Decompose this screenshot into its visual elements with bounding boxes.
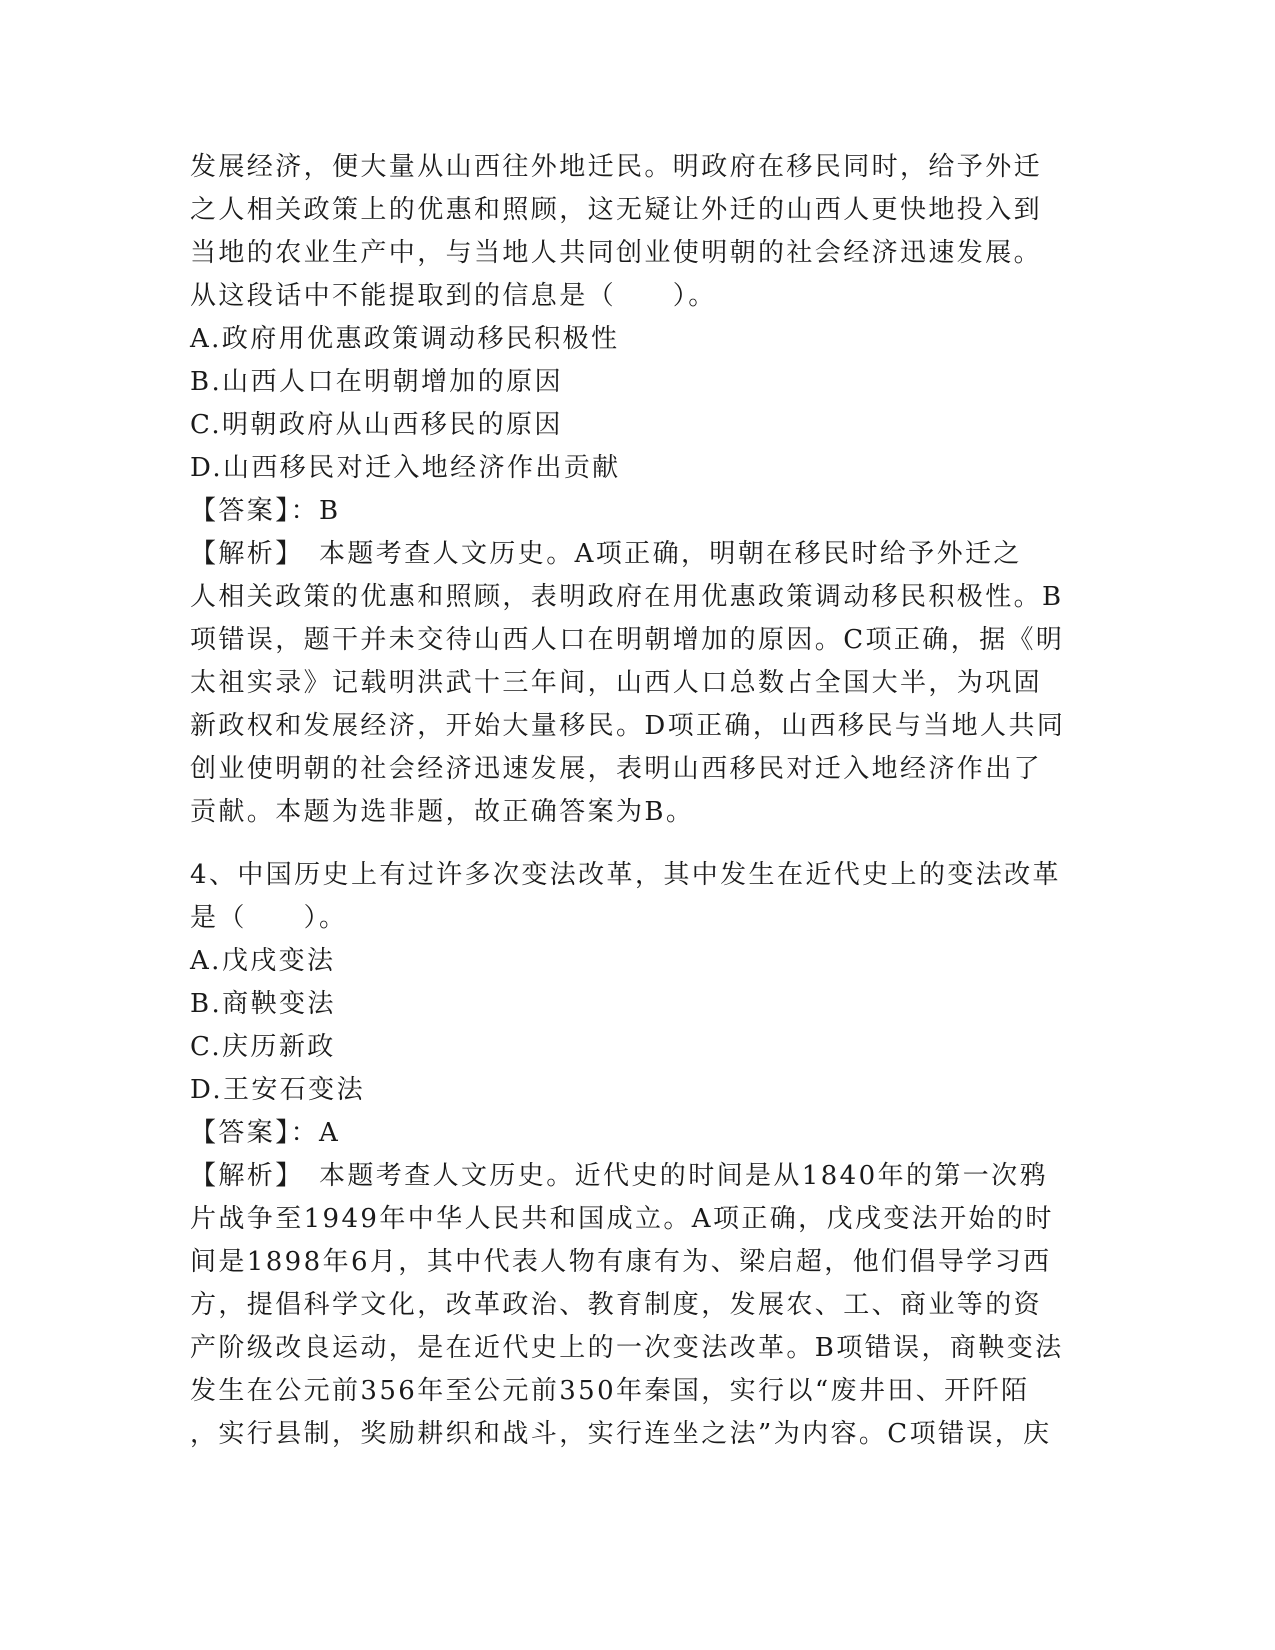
question-3-stem bbox=[190, 146, 1085, 318]
analysis-line: 方，提倡科学文化，改革政治、教育制度，发展农、工、商业等的资 bbox=[190, 1290, 1043, 1320]
question-3-options bbox=[190, 318, 1085, 490]
analysis-line: 太祖实录》记载明洪武十三年间，山西人口总数占全国大半，为巩固 bbox=[190, 668, 1043, 698]
question-3-analysis bbox=[190, 533, 1085, 834]
option-c: C.庆历新政 bbox=[190, 1032, 336, 1062]
analysis-line: 贡献。本题为选非题，故正确答案为B。 bbox=[190, 797, 695, 827]
text-line: 发展经济，便大量从山西往外地迁民。明政府在移民同时，给予外迁 bbox=[190, 152, 1043, 182]
question-4-options bbox=[190, 940, 1085, 1112]
question-3-answer: 【答案】：B bbox=[190, 496, 341, 526]
analysis-line: 发生在公元前356年至公元前350年秦国，实行以“废井田、开阡陌 bbox=[190, 1376, 1030, 1406]
option-d: D.山西移民对迁入地经济作出贡献 bbox=[190, 453, 621, 483]
question-prompt: 从这段话中不能提取到的信息是（ ）。 bbox=[190, 281, 717, 311]
question-4-analysis bbox=[190, 1155, 1085, 1456]
analysis-line: 项错误，题干并未交待山西人口在明朝增加的原因。C项正确，据《明 bbox=[190, 625, 1065, 655]
option-b: B.山西人口在明朝增加的原因 bbox=[190, 367, 563, 397]
analysis-line: 新政权和发展经济，开始大量移民。D项正确，山西移民与当地人共同 bbox=[190, 711, 1066, 741]
section-gap bbox=[190, 834, 1085, 854]
option-d: D.王安石变法 bbox=[190, 1075, 365, 1105]
analysis-line: 人相关政策的优惠和照顾，表明政府在用优惠政策调动移民积极性。B bbox=[190, 582, 1064, 612]
question-4-answer: 【答案】：A bbox=[190, 1118, 341, 1148]
option-c: C.明朝政府从山西移民的原因 bbox=[190, 410, 563, 440]
analysis-line: 【解析】 本题考查人文历史。近代史的时间是从1840年的第一次鸦 bbox=[190, 1161, 1048, 1191]
option-a: A.政府用优惠政策调动移民积极性 bbox=[190, 324, 620, 354]
analysis-line: 【解析】 本题考查人文历史。A项正确，明朝在移民时给予外迁之 bbox=[190, 539, 1022, 569]
text-line: 之人相关政策上的优惠和照顾，这无疑让外迁的山西人更快地投入到 bbox=[190, 195, 1043, 225]
option-b: B.商鞅变法 bbox=[190, 989, 336, 1019]
question-4-stem bbox=[190, 854, 1085, 940]
document-page bbox=[190, 146, 1085, 1456]
option-a: A.戊戌变法 bbox=[190, 946, 336, 976]
analysis-line: 产阶级改良运动，是在近代史上的一次变法改革。B项错误，商鞅变法 bbox=[190, 1333, 1064, 1363]
analysis-line: ，实行县制，奖励耕织和战斗，实行连坐之法”为内容。C项错误，庆 bbox=[190, 1419, 1052, 1449]
analysis-line: 间是1898年6月，其中代表人物有康有为、梁启超，他们倡导学习西 bbox=[190, 1247, 1052, 1277]
text-line: 当地的农业生产中，与当地人共同创业使明朝的社会经济迅速发展。 bbox=[190, 238, 1043, 268]
analysis-line: 创业使明朝的社会经济迅速发展，表明山西移民对迁入地经济作出了 bbox=[190, 754, 1043, 784]
question-title: 4、中国历史上有过许多次变法改革，其中发生在近代史上的变法改革 bbox=[190, 860, 1061, 890]
question-prompt: 是（ ）。 bbox=[190, 903, 348, 933]
analysis-line: 片战争至1949年中华人民共和国成立。A项正确，戊戌变法开始的时 bbox=[190, 1204, 1054, 1234]
